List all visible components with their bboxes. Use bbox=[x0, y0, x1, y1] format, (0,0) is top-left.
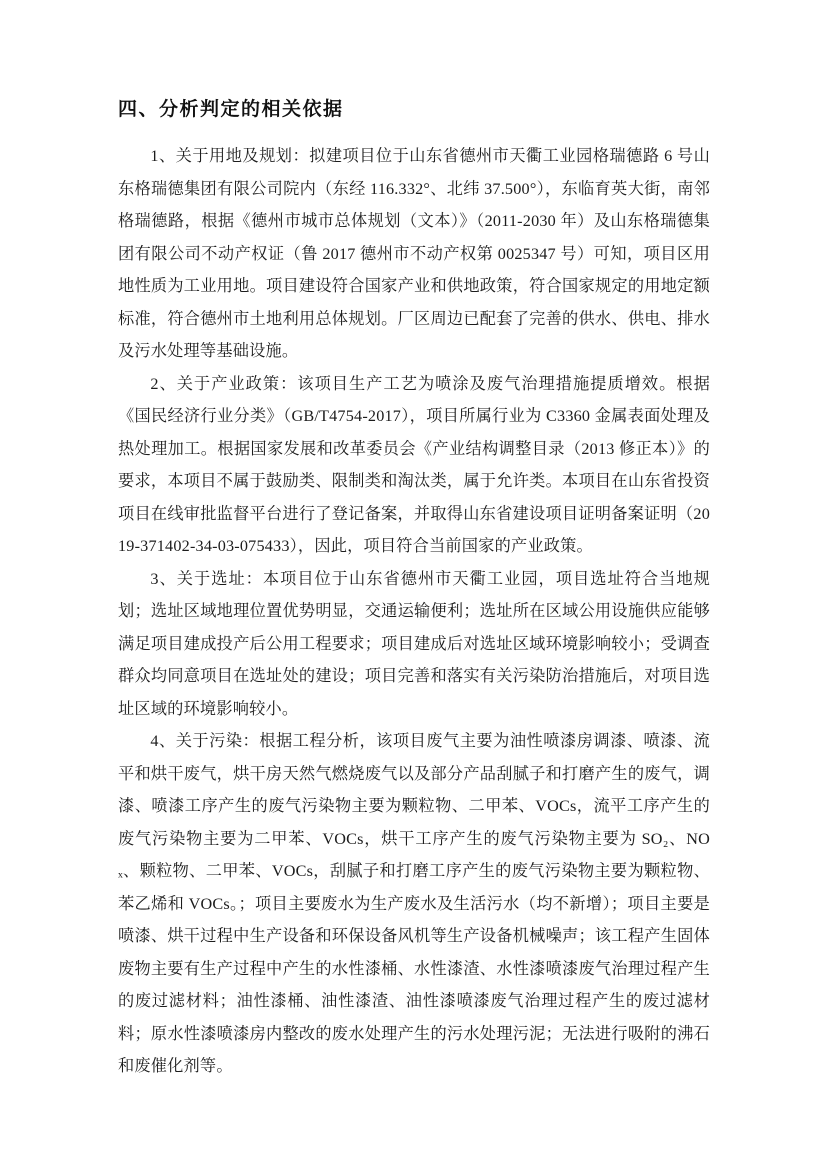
paragraph-site-selection: 3、关于选址：本项目位于山东省德州市天衢工业园，项目选址符合当地规划；选址区域地理位置优势明显，交通运输便利；选址所在区域公用设施供应能够满足项目建成投产后公用工程要求；项目建成后对选址区域环境影响较小；受调查群众均同意项目在选址处的建设；项目完善和落实有关污染防治措施后，对项目选址区域的环境影响较小。 bbox=[118, 569, 710, 718]
document-content bbox=[118, 96, 710, 1083]
paragraph-pollution: 4、关于污染：根据工程分析，该项目废气主要为油性喷漆房调漆、喷漆、流平和烘干废气，烘干房天然气燃烧废气以及部分产品刮腻子和打磨产生的废气，调漆、喷漆工序产生的废气污染物主要为颗粒物、二甲苯、VOCs，流平工序产生的废气污染物主要为二甲苯、VOCs，烘干工序产生的废气污染物主要为 SO₂、NOₓ、颗粒物、二甲苯、VOCs，刮腻子和打磨工序产生的废气污染物主要为颗粒物、苯乙烯和 VOCs。；项目主要废水为生产废水及生活污水（均不新增）；项目主要是喷漆、烘干过程中生产设备和环保设备风机等生产设备机械噪声；该工程产生固体废物主要有生产过程中产生的水性漆桶、水性漆渣、水性漆喷漆废气治理过程产生的废过滤材料；油性漆桶、油性漆渣、油性漆喷漆废气治理过程产生的废过滤材料；原水性漆喷漆房内整改的废水处理产生的污水处理污泥；无法进行吸附的沸石和废催化剂等。 bbox=[118, 732, 710, 1075]
paragraph-land-use-planning: 1、关于用地及规划：拟建项目位于山东省德州市天衢工业园格瑞德路 6 号山东格瑞德集团有限公司院内（东经 116.332°、北纬 37.500°），东临育英大街，南邻格瑞德路，根据《德州市城市总体规划（文本）》（2011-2030 年）及山东格瑞德集团有限公司不动产权证（鲁 2017 德州市不动产权第 0025347 号）可知，项目区用地性质为工业用地。项目建设符合国家产业和供地政策，符合国家规定的用地定额标准，符合德州市土地利用总体规划。厂区周边已配套了完善的供水、供电、排水及污水处理等基础设施。 bbox=[118, 147, 710, 360]
paragraph-industrial-policy: 2、关于产业政策：该项目生产工艺为喷涂及废气治理措施提质增效。根据《国民经济行业分类》（GB/T4754-2017），项目所属行业为 C3360 金属表面处理及热处理加工。根据国家发展和改革委员会《产业结构调整目录（2013 修正本）》的要求，本项目不属于鼓励类、限制类和淘汰类，属于允许类。本项目在山东省投资项目在线审批监督平台进行了登记备案，并取得山东省建设项目证明备案证明（2019-371402-34-03-075433），因此，项目符合当前国家的产业政策。 bbox=[118, 374, 710, 555]
section-heading: 四、分析判定的相关依据 bbox=[118, 99, 344, 120]
